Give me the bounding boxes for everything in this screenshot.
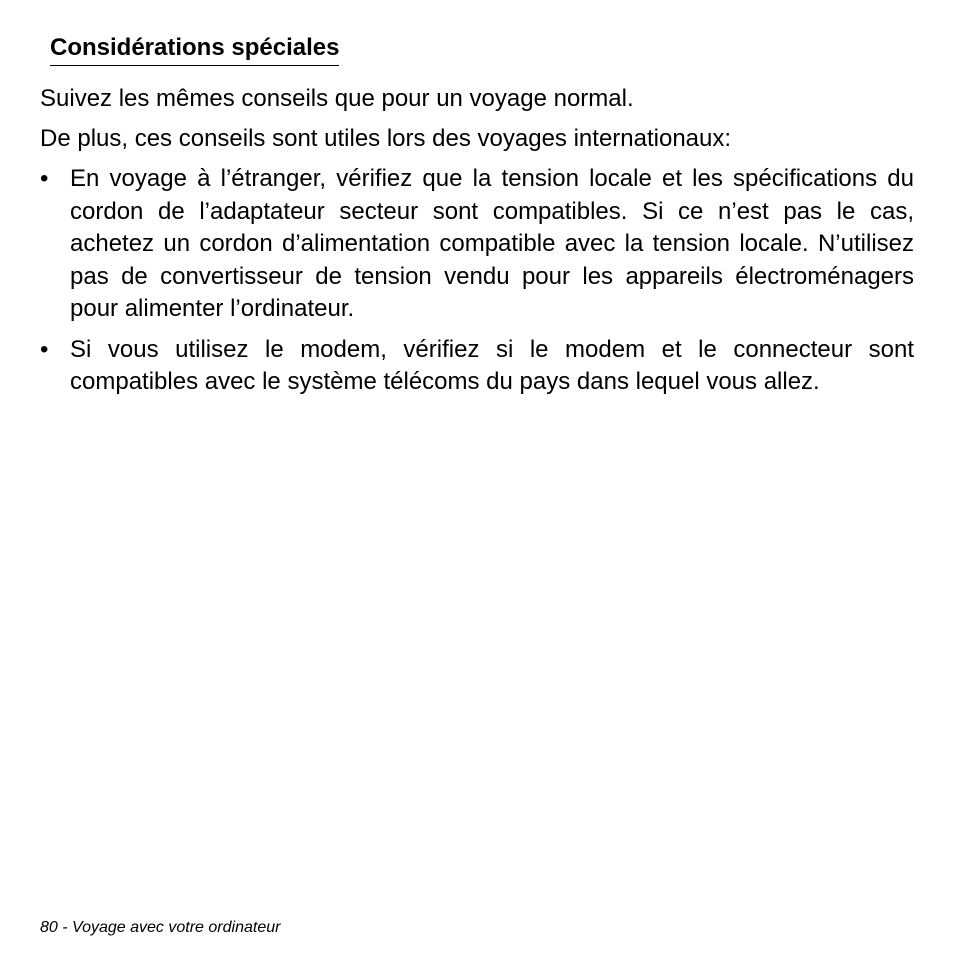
bullet-icon: • [40,335,49,363]
list-item-text: Si vous utilisez le modem, vérifiez si le modem et le connecteur sont compatibles avec le système télécoms du pays dans lequel vous allez. [70,335,914,395]
intro-paragraph: Suivez les mêmes conseils que pour un voyage normal. [40,85,634,112]
advice-list [40,163,914,407]
bullet-icon: • [40,165,49,192]
section-heading: Considérations spéciales [50,32,339,66]
list-item-text: En voyage à l’étranger, vérifiez que la tension locale et les spécifications du cordon de l’adaptateur secteur sont compatibles. Si ce n’est pas le cas, achetez un cordon d’alimentation compatible avec la tension locale. N’utilisez pas de convertisseur de tension vendu pour les appareils électroménagers pour alimenter l’ordinateur. [70,165,914,322]
international-paragraph: De plus, ces conseils sont utiles lors des voyages internationaux: [40,125,732,152]
list-item [40,334,914,399]
page-footer: 80 - Voyage avec votre ordinateur [40,919,281,936]
list-item [40,163,914,326]
